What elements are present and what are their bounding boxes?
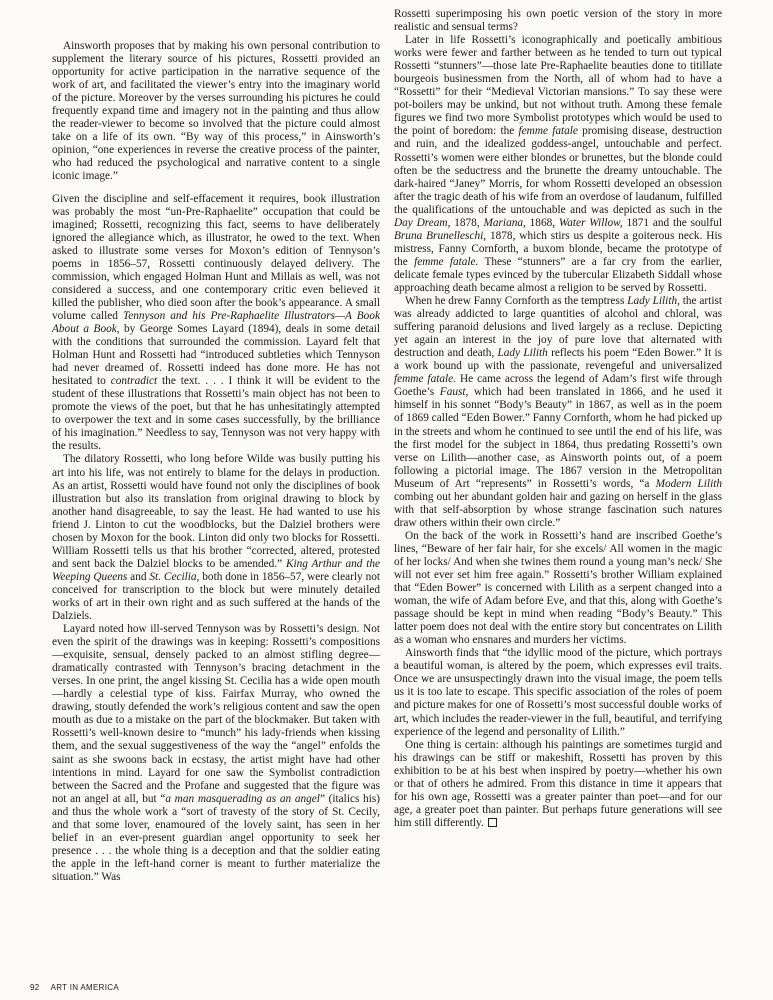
paragraph [394,34,722,295]
italic-title: Modern Lilith [655,477,722,490]
italic-title: femme fatale [518,125,578,138]
text-run: Layard noted how ill-served Tennyson was by Rossetti’s design. Not even the spirit of the drawings was in keeping: Rossetti’s compositions—exquisite, sensual, densely packed to an almost stifling degree—dramatically contrasted with Tennyson’s bracing detachment in the verses. In one print, the angel kissing St. Cecilia has a wide open mouth—hardly a celestial type of kiss. Fairfax Murray, who owned the drawing, stoutly defended the work’s religious content and saw the open mouth as due to a mistake on the part of the blockmaker. But taken with Rossetti’s well-known desire to “munch” his lady-friends when kissing them, and the sexual suggestiveness of the way the “angel” enfolds the saint as she swoons back in ecstasy, the artist might have had other intentions in mind. Layard for one saw the Symbolist contradiction between the Sacred and the Profane and suggested that the figure was not an angel at all, but “ [52,623,380,805]
text-run: the artist was already addicted to large quantities of alcohol and chloral, was suffering paranoid delusions and lived largely as a recluse. Depicting yet again an interest in the joy of pure love that alternated with destruction and death, [394,295,722,360]
italic-title: Lady Lilith [497,347,548,360]
italic-title: Faust, [439,386,469,399]
text-run: These “stunners” are a far cry from the earlier, delicate female types evinced by the tubercular Elizabeth Siddall whose approaching death became almost a religion to be served by Rossetti. [394,255,722,294]
italic-title: contradict [110,375,158,388]
text-run: One thing is certain: although his paintings are sometimes turgid and his drawings can be stiff or makeshift, Rossetti has proven by this exhibition to be at his best when inspired by poetry—whether his own or that of others he admired. From this distance in time it appears that for his own age, Rossetti was a greater painter than poet—and for our age, a greater poet than painter. But perhaps future generations will see him still differently. [394,738,722,829]
final-paragraph [394,739,722,830]
italic-title: Water Willow, [558,216,623,229]
italic-title: Bruna Brunelleschi, [394,229,487,242]
publication-name: ART IN AMERICA [50,983,119,992]
text-run: which had been translated in 1866, and he used it himself in his sonnet “Body’s Beauty” in 1867, as well as in the poem of 1869 called “Eden Bower.” Fanny Cornforth, whom he had picked up in the streets and whom he continued to see until the end of his life, was the first model for the subject in 1864, thus predating Rossetti’s own verse on Lilith—another case, as Ainsworth points out, of a poem following a pictorial image. The 1867 version in the Metropolitan Museum of Art “represents” in Rossetti’s words, “a [394,386,722,490]
italic-title: Day Dream, [394,216,451,229]
left-column [52,40,380,884]
paragraph [52,40,380,184]
paragraph [52,453,380,623]
text-run: and [127,570,150,583]
paragraph [52,193,380,454]
italic-title: Tennyson and his Pre-Raphaelite Illustrators—A Book About a Book, [52,309,380,335]
text-run: He came across the legend of Adam’s first wife through Goethe’s [394,373,723,399]
paragraph [52,623,380,884]
text-run: by George Somes Layard (1894), deals in some detail with the conditions that surrounded the commission. Layard felt that Holman Hunt and Rossetti had “introduced subtleties which Tennyson had never dreamed of. Rossetti indeed has done more. He has not hesitated to [52,322,380,388]
italic-title: St. Cecilia, [149,570,200,583]
paragraph [394,295,722,530]
right-column [394,8,722,830]
page-number: 92 [30,983,40,992]
italic-title: femme fatale. [414,255,479,268]
text-run: Later in life Rossetti’s iconographically and poetically ambitious works were fewer and farther between as he tended to turn out typical Rossetti “stunners”—those late Pre-Raphaelite beauties done to titillate bourgeois businessmen from the North, all of whom had to have a “Rossetti” for their “Medieval Victorian mansions.” To say these were pot-boilers may be unkind, but not without truth. Among these female figures we find two more Symbolist prototypes which would be used to the point of boredom: the [394,34,722,138]
text-run: Ainsworth proposes that by making his own personal contribution to supplement the literary source of his pictures, Rossetti provided an opportunity for active participation in the narrative sequence of the work of art, and facilitated the viewer’s entry into the imaginary world of the picture. Moreover by the verses surrounding his pictures he could frequently expand time and imagery not in the painting and thus allow the reader-viewer to become so involved that the picture could almost take on a life of its own. “By way of this process,” in Ainsworth’s opinion, “one experiences in reverse the creative process of the painter, who had reduced the psychological and narrative content to a single iconic image.” [52,40,380,183]
text-run: Given the discipline and self-effacement it requires, book illustration was probably the most “un-Pre-Raphaelite” occupation that could be imagined; Rossetti, recognizing this fact, seems to have deliberately ignored the allegiance which, as illustrator, he owed to the text. When asked to illustrate some verses for Moxon’s edition of Tennyson’s poems in 1856–57, Rossetti continuously delayed delivery. The commission, which engaged Holman Hunt and Millais as well, was not considered a success, and one contemporary critic even believed it killed the publisher, who died soon after the book’s appearance. A small volume called [52,192,380,322]
italic-title: Lady Lilith, [627,295,680,308]
text-run: promising disease, destruction and ruin, and the idealized goddess-angel, untouchable and perfect. Rossetti’s women were either blondes or brunettes, but the blonde could often be the seductress and the brunette the dreamy untouchable. The dark-haired “Janey” Morris, for whom Rossetti developed an obsession after the tragic death of his wife from an overdose of laudanum, fulfilled the qualifications of the untouchable and was depicted as such in the [394,125,723,216]
text-run: 1878, [450,216,484,229]
text-run: Ainsworth finds that “the idyllic mood of the picture, which portrays a beautiful woman, is altered by the poem, which expresses evil traits. Once we are unsuspectingly drawn into the visual image, the poem tells us it is too late to escape. This specific association of the roles of poem and picture makes for one of Rossetti’s most successful double works of art, which includes the reader-viewer in the full, beautiful, and terrifying experience of the legend and personality of Lilith.” [394,647,722,738]
text-run: The dilatory Rossetti, who long before Wilde was busily putting his art into his life, was not entirely to blame for the delays in production. As an artist, Rossetti would have found not only the disciplines of book illustration but also its translation from original drawing to block by another hand disagreeable, to say the least. He had wanted to use his friend J. Linton to cut the woodblocks, but the Dalziel brothers were chosen by Moxon for the book. Linton did only two blocks for Rossetti. William Rossetti tells us that his brother “corrected, altered, protested and sent back the Dalziel blocks to be amended.” [52,453,380,570]
paragraph-text [394,739,722,829]
end-of-article-icon [488,818,497,827]
text-run: both done in 1856–57, were clearly not conceived for transcription to the block but were minutely detailed works of art in their own right and as such suffered at the hands of the Dalziels. [52,570,380,623]
italic-title: femme fatale. [394,373,456,386]
text-run: 1871 and the soulful [622,216,722,229]
text-run: On the back of the work in Rossetti’s hand are inscribed Goethe’s lines, “Beware of her fair hair, for she excels/ All women in the magic of her locks/ And when she twines them round a young man’s neck/ She will not ever set him free again.” Rossetti’s brother William explained that “Eden Bower” is concerned with Lilith as a serpent changed into a woman, the wife of Adam before Eve, and that this, along with Goethe’s passage should be kept in mind when reading “Body’s Beauty.” This latter poem does not deal with the entire story but concentrates on Lilith as a woman who ensnares and murders her victims. [394,529,722,647]
text-run: Rossetti superimposing his own poetic version of the story in more realistic and sensual terms? [394,8,722,34]
text-run: combing out her abundant golden hair and gazing on herself in the glass with that self-absorption by whose strange fascination such natures draw others within their own circle.” [394,490,722,529]
paragraph [394,8,722,34]
italic-title: a man masquerading as an angel [165,792,320,805]
paragraph [394,530,722,647]
text-run: the text. . . . I think it will be evident to the student of these illustrations that Rossetti’s main object has not been to promote the views of the poet, but that he has unhesitatingly attempted to overpower the text and in some cases successfully, by the brilliance of his imagination.” Needless to say, Tennyson was not very happy with the results. [52,375,381,453]
text-run: 1878, which stirs us despite a goiterous neck. His mistress, Fanny Cornforth, a buxom blonde, became the prototype of the [394,229,722,268]
text-run: reflects his poem “Eden Bower.” It is a work bound up with the passionate, revengeful and universalized [394,347,722,373]
italic-title: King Arthur and the Weeping Queens [52,557,380,583]
text-run: ” (italics his) and thus the whole work a “sort of travesty of the story of St. Cecily, and that some lover, enamoured of the lovely saint, has seen in her belief in an ever-present guardian angel opportunity to seek her presence . . . the whole thing is a deception and that the soldier eating the apple in the left-hand corner is meant to further materialize the situation.” Was [52,792,380,883]
page-footer [30,983,119,992]
text-run: 1868, [525,216,559,229]
text-run: When he drew Fanny Cornforth as the temptress [405,295,628,308]
paragraph [394,647,722,738]
italic-title: Mariana, [483,216,526,229]
